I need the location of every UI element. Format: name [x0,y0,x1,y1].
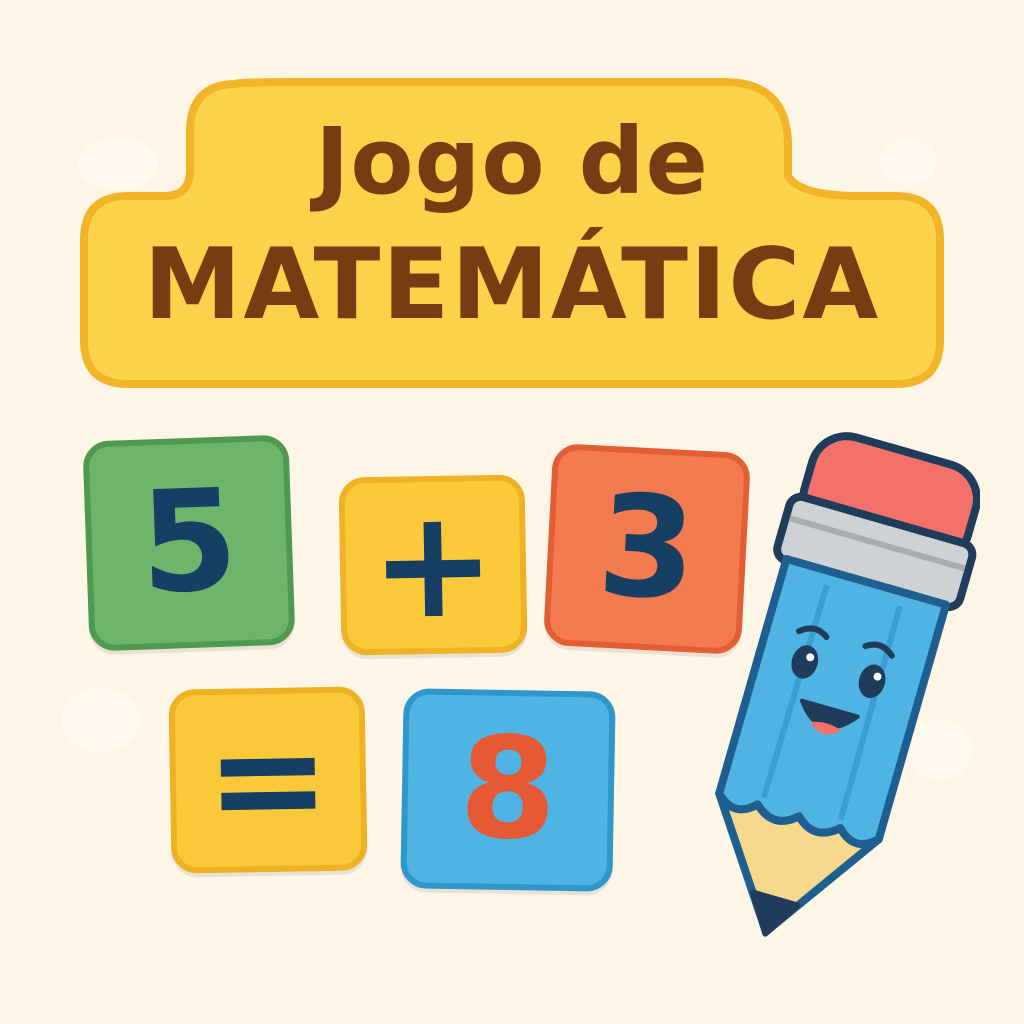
background-blob [62,688,140,752]
equals-tile[interactable] [168,686,367,873]
result-value: 8 [457,707,559,872]
title-banner [0,0,1024,400]
title-line-1: Jogo de [315,108,709,215]
operator-tile-plus[interactable] [338,474,527,655]
title-line-2: MATEMÁTICA [143,228,881,342]
operand-a: 5 [137,459,241,626]
operand-b: 3 [594,464,700,633]
result-tile-8[interactable] [400,688,615,892]
equals-sign: = [203,691,333,869]
operator-plus: + [368,476,498,654]
number-tile-5[interactable] [82,434,295,651]
pencil-mascot-icon [680,420,980,960]
